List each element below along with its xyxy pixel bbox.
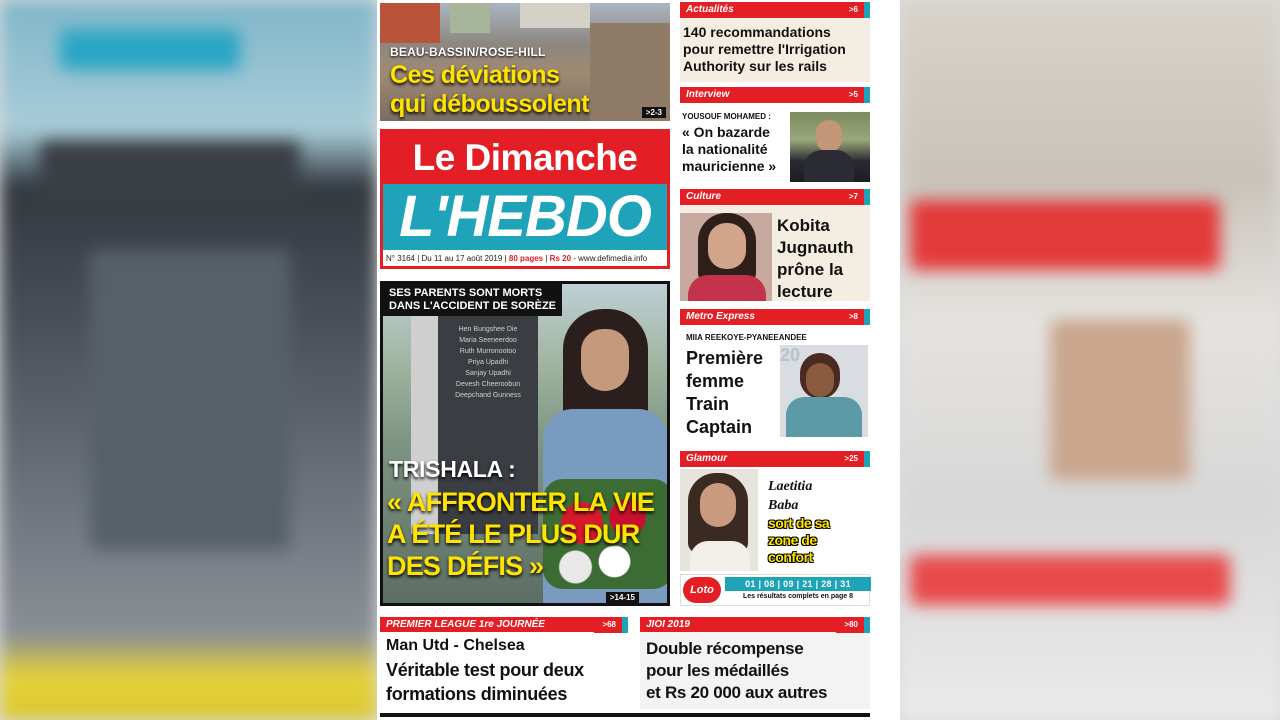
section-bar-premier-league: PREMIER LEAGUE 1re JOURNÉE >68 bbox=[380, 617, 628, 632]
main-story-headline: « AFFRONTER LA VIE A ÉTÉ LE PLUS DUR DES DÉFIS » bbox=[387, 487, 655, 581]
portrait-photo bbox=[581, 329, 629, 391]
masthead-title-line1: Le Dimanche bbox=[383, 132, 667, 184]
top-story-page-ref: >2-3 bbox=[642, 107, 666, 118]
blurred-background-right bbox=[900, 0, 1280, 720]
glamour-name: Laetitia Baba bbox=[768, 479, 813, 513]
section-glamour[interactable] bbox=[680, 451, 870, 571]
main-story-name: TRISHALA : bbox=[389, 456, 516, 482]
blurred-background-left bbox=[0, 0, 377, 720]
main-story[interactable] bbox=[380, 281, 670, 606]
main-story-kicker: SES PARENTS SONT MORTS DANS L'ACCIDENT DE SORÈZE bbox=[383, 284, 562, 316]
section-culture[interactable] bbox=[680, 189, 870, 304]
top-story-headline[interactable]: Ces déviations qui déboussolent bbox=[390, 61, 589, 118]
interview-photo bbox=[790, 112, 870, 182]
culture-headline: Kobita Jugnauth prône la lecture bbox=[777, 216, 854, 301]
glamour-photo bbox=[680, 469, 758, 571]
section-bar-jioi: JIOI 2019 >80 bbox=[640, 617, 870, 632]
interview-kicker: YOUSOUF MOHAMED : bbox=[682, 112, 771, 121]
section-bar-metro: Metro Express >8 bbox=[680, 309, 870, 325]
section-actualites[interactable] bbox=[680, 2, 870, 84]
section-metro-express[interactable] bbox=[680, 309, 870, 443]
metro-headline: Première femme Train Captain bbox=[686, 348, 764, 437]
metro-kicker: MIIA REEKOYE-PYANEEANDEE bbox=[686, 333, 807, 342]
issue-info: N° 3164 | Du 11 au 17 août 2019 | 80 pages | Rs 20 - www.defimedia.info bbox=[386, 254, 648, 263]
glamour-headline: sort de sa zone de confort bbox=[768, 515, 830, 565]
bottom-story-jioi[interactable] bbox=[640, 617, 870, 709]
match-title: Man Utd - Chelsea bbox=[386, 637, 525, 654]
masthead bbox=[380, 129, 670, 269]
section-bar-culture: Culture >7 bbox=[680, 189, 870, 205]
section-bar-glamour: Glamour >25 bbox=[680, 451, 870, 467]
masthead-title-line2: L'HEBDO bbox=[399, 184, 651, 249]
premier-league-headline: Véritable test pour deux formations diminuées bbox=[386, 660, 584, 704]
memorial-plaque: Hen Bungshee Die Maria Seeneerdoo Ruth Murronootoo Priya Upadhi Sanjay Upadhi Devesh Cheeroobun Deepchand Gunness bbox=[438, 314, 538, 534]
jioi-headline: Double récompense pour les médaillés et Rs 20 000 aux autres bbox=[640, 632, 870, 709]
metro-photo: 20 bbox=[780, 345, 868, 437]
top-story-photo[interactable] bbox=[380, 3, 670, 121]
actualites-headline: 140 recommandations pour remettre l'Irrigation Authority sur les rails bbox=[680, 18, 870, 82]
loto-results-note: Les résultats complets en page 8 bbox=[742, 593, 854, 600]
loto-results[interactable] bbox=[680, 574, 870, 606]
newspaper-front-page bbox=[377, 0, 900, 720]
bottom-rule bbox=[380, 713, 870, 717]
loto-logo: Loto bbox=[683, 577, 721, 603]
section-bar-interview: Interview >5 bbox=[680, 87, 870, 103]
top-story-kicker: BEAU-BASSIN/ROSE-HILL bbox=[390, 45, 546, 59]
section-interview[interactable] bbox=[680, 87, 870, 183]
loto-numbers: 01 | 08 | 09 | 21 | 28 | 31 bbox=[725, 577, 871, 591]
main-story-page-ref: >14-15 bbox=[606, 592, 639, 603]
bottom-story-premier-league[interactable] bbox=[380, 617, 628, 709]
interview-quote: « On bazarde la nationalité mauricienne » bbox=[682, 124, 777, 174]
section-bar-actualites: Actualités >6 bbox=[680, 2, 870, 18]
culture-photo bbox=[680, 213, 772, 301]
